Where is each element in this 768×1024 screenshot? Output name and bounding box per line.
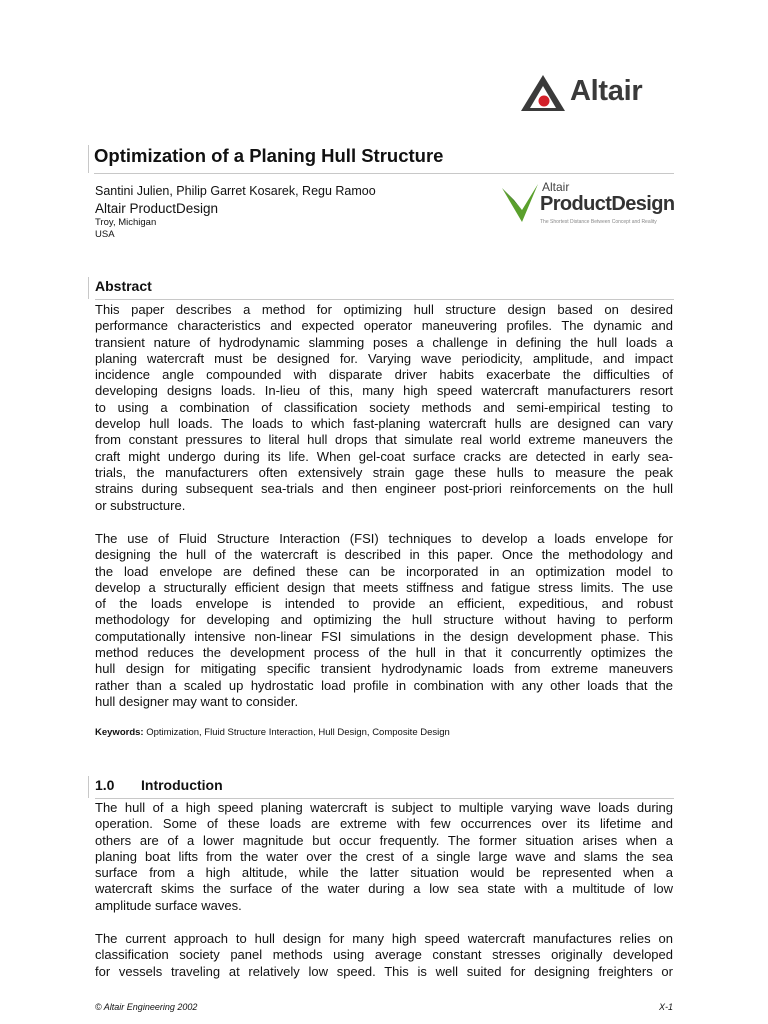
text-line: computationally intensive non-linear FSI simulations in the design development phase. This <box>95 628 673 644</box>
text-line: surface from a high altitude, while the latter situation would be represented when a <box>95 865 673 881</box>
section-number: 1.0 <box>95 777 115 793</box>
text-line: incidence angle compounded with disparate driver habits exacerbate the difficulties of <box>95 367 673 383</box>
keywords-label: Keywords: <box>95 727 144 738</box>
text-line: amplitude surface waves. <box>95 897 242 913</box>
paper-title: Optimization of a Planing Hull Structure <box>94 143 674 174</box>
abstract-heading-text: Abstract <box>95 278 152 294</box>
productdesign-swoosh-icon <box>500 182 540 226</box>
country: USA <box>95 229 115 240</box>
text-line: develop hull loads. The loads to which fast-planing watercraft hulls are designed can vary <box>95 416 673 432</box>
abstract-heading <box>95 277 674 300</box>
text-line: planing watercraft must be designed for. Varying wave periodicity, amplitude, and impact <box>95 350 673 366</box>
footer-copyright: © Altair Engineering 2002 <box>95 1002 198 1012</box>
altair-triangle-icon <box>520 74 566 112</box>
abstract-paragraph-1 <box>95 302 673 514</box>
text-line: The current approach to hull design for many high speed watercraft manufactures relies on <box>95 931 673 946</box>
productdesign-brand: Altair <box>542 180 570 194</box>
altair-logo <box>520 74 680 114</box>
text-line: watercraft skims the surface of the water during a low sea state with a multitude of low <box>95 881 673 897</box>
text-line: develop a structurally efficient design that meets stiffness and fatigue stress limits. The use <box>95 579 673 595</box>
text-line: from constant pressures to literal hull drops that simulate real world extreme maneuvers the <box>95 432 673 448</box>
introduction-heading <box>95 776 674 799</box>
introduction-left-rule <box>88 776 89 798</box>
text-line: hull designer may want to consider. <box>95 693 299 709</box>
title-left-rule <box>88 145 89 173</box>
text-line: The hull of a high speed planing watercraft is subject to multiple varying wave loads during <box>95 800 673 815</box>
city: Troy, Michigan <box>95 217 157 228</box>
text-line: hull design for mitigating specific transient hydrodynamic loads from extreme maneuvers <box>95 661 673 677</box>
text-line: This paper describes a method for optimizing hull structure design based on desired <box>95 302 673 317</box>
text-line: classification society panel methods using average constant stresses originally developed <box>95 947 673 963</box>
text-line: transient nature of hydrodynamic slamming poses a challenge in defining the hull loads a <box>95 334 673 350</box>
text-line: operation. Some of these loads are extreme with few occurrences over its lifetime and <box>95 816 673 832</box>
footer-page-number: X-1 <box>658 1002 673 1012</box>
keywords <box>95 727 450 738</box>
text-line: of the loads envelope is intended to provide an efficient, expeditious, and robust <box>95 596 673 612</box>
keywords-text: Optimization, Fluid Structure Interaction, Hull Design, Composite Design <box>143 727 450 738</box>
productdesign-name: ProductDesign <box>540 193 675 215</box>
introduction-heading-text: Introduction <box>141 777 223 793</box>
text-line: strains during subsequent sea-trials and then engineer post-priori reinforcements on the hull <box>95 481 673 497</box>
text-line: performance characteristics and expected operator maneuvering profiles. The dynamic and <box>95 318 673 334</box>
text-line: trials, the manufacturers often extensively strain gage these hulls to measure the peak <box>95 464 673 480</box>
text-line: to using a combination of classification society methods and semi-empirical testing to <box>95 399 673 415</box>
text-line: others are of a lower magnitude but occur frequently. The former situation arises when a <box>95 832 673 848</box>
text-line: craft might undergo during its life. When gel-coat surface cracks are detected in early sea- <box>95 448 673 464</box>
text-line: the load envelope are defined these can be incorporated in an optimization model to <box>95 563 673 579</box>
text-line: The use of Fluid Structure Interaction (FSI) techniques to develop a loads envelope for <box>95 531 673 546</box>
introduction-paragraph-2 <box>95 931 673 980</box>
text-line: methodology for developing and optimizing the hull structure without having to perform <box>95 612 673 628</box>
text-line: designing the hull of the watercraft is described in this paper. Once the methodology and <box>95 547 673 563</box>
abstract-left-rule <box>88 277 89 299</box>
text-line: rather than a scaled up hydrostatic load profile in combination with any other loads that the <box>95 677 673 693</box>
text-line: method reduces the development process of the hull in that it concurrently optimizes the <box>95 645 673 661</box>
productdesign-logo <box>500 180 680 230</box>
productdesign-tagline: The Shortest Distance Between Concept and Reality <box>540 219 657 225</box>
authors: Santini Julien, Philip Garret Kosarek, Regu Ramoo <box>95 184 376 198</box>
organization: Altair ProductDesign <box>95 201 219 216</box>
altair-logo-text: Altair <box>570 75 643 107</box>
text-line: planing boat lifts from the water over the crest of a single large wave and slams the sea <box>95 848 673 864</box>
text-line: for vessels traveling at relatively low speed. This is well suited for designing freighters or <box>95 963 673 979</box>
abstract-paragraph-2 <box>95 531 673 710</box>
text-line: or substructure. <box>95 497 186 513</box>
text-line: developing designs loads. In-lieu of this, many high speed watercraft manufacturers resort <box>95 383 673 399</box>
introduction-paragraph-1 <box>95 800 673 914</box>
